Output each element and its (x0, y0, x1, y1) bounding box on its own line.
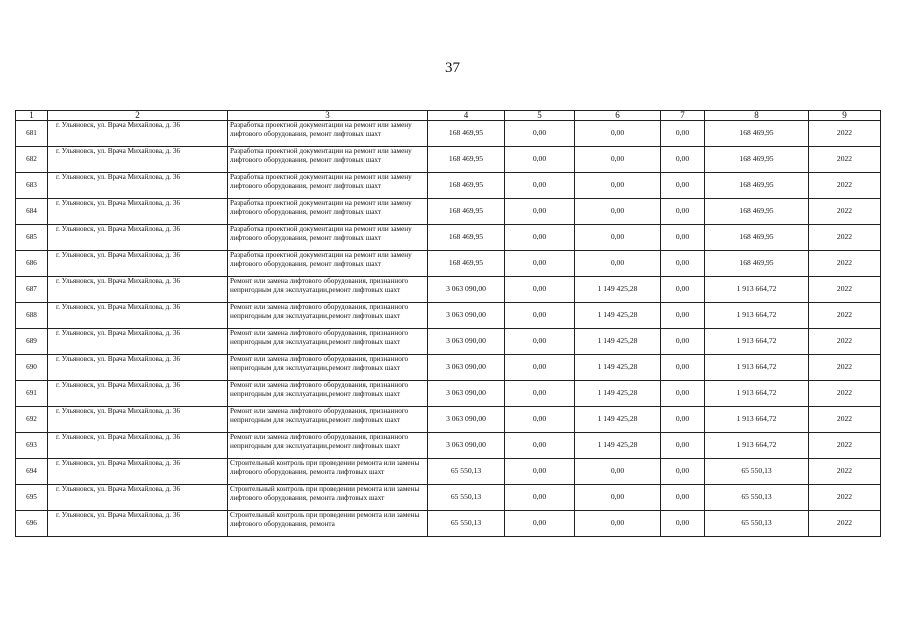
work-description-cell: Ремонт или замена лифтового оборудования, признанного непригодным для эксплуатации,ремонт лифтовых шахт (228, 407, 428, 433)
table-row (16, 251, 881, 277)
work-description-cell: Разработка проектной документации на ремонт или замену лифтового оборудования, ремонт лифтовых шахт (228, 251, 428, 277)
row-number-cell: 694 (16, 459, 48, 485)
column-5-cell: 0,00 (505, 147, 575, 173)
column-6-cell: 0,00 (575, 459, 661, 485)
table-row (16, 407, 881, 433)
table-row (16, 173, 881, 199)
column-7-cell: 0,00 (661, 225, 705, 251)
column-7-cell: 0,00 (661, 277, 705, 303)
column-7-cell: 0,00 (661, 251, 705, 277)
column-5-cell: 0,00 (505, 511, 575, 537)
row-number-cell: 687 (16, 277, 48, 303)
column-6-cell: 1 149 425,28 (575, 329, 661, 355)
table-row (16, 147, 881, 173)
column-5-cell: 0,00 (505, 303, 575, 329)
column-6-cell: 0,00 (575, 511, 661, 537)
row-number-cell: 696 (16, 511, 48, 537)
column-6-cell: 0,00 (575, 251, 661, 277)
table-row (16, 355, 881, 381)
address-cell: г. Ульяновск, ул. Врача Михайлова, д. 36 (48, 147, 228, 173)
column-5-cell: 0,00 (505, 485, 575, 511)
column-6-cell: 1 149 425,28 (575, 381, 661, 407)
work-description-cell: Разработка проектной документации на ремонт или замену лифтового оборудования, ремонт лифтовых шахт (228, 199, 428, 225)
year-cell: 2022 (809, 329, 881, 355)
row-number-cell: 692 (16, 407, 48, 433)
row-number-cell: 686 (16, 251, 48, 277)
column-5-cell: 0,00 (505, 277, 575, 303)
work-description-cell: Ремонт или замена лифтового оборудования, признанного непригодным для эксплуатации,ремонт лифтовых шахт (228, 329, 428, 355)
address-cell: г. Ульяновск, ул. Врача Михайлова, д. 36 (48, 251, 228, 277)
column-5-cell: 0,00 (505, 199, 575, 225)
column-8-cell: 168 469,95 (705, 147, 809, 173)
total-cost-cell: 3 063 090,00 (428, 407, 505, 433)
table-row (16, 459, 881, 485)
total-cost-cell: 168 469,95 (428, 225, 505, 251)
register-table (15, 110, 881, 537)
year-cell: 2022 (809, 511, 881, 537)
total-cost-cell: 3 063 090,00 (428, 355, 505, 381)
table-row (16, 303, 881, 329)
column-7-cell: 0,00 (661, 329, 705, 355)
work-description-cell: Разработка проектной документации на ремонт или замену лифтового оборудования, ремонт лифтовых шахт (228, 225, 428, 251)
column-7-cell: 0,00 (661, 303, 705, 329)
row-number-cell: 683 (16, 173, 48, 199)
row-number-cell: 685 (16, 225, 48, 251)
column-6-cell: 0,00 (575, 147, 661, 173)
work-description-cell: Разработка проектной документации на ремонт или замену лифтового оборудования, ремонт лифтовых шахт (228, 173, 428, 199)
work-description-cell: Строительный контроль при проведении ремонта или замены лифтового оборудования, ремонта лифтовых шахт (228, 459, 428, 485)
address-cell: г. Ульяновск, ул. Врача Михайлова, д. 36 (48, 225, 228, 251)
total-cost-cell: 3 063 090,00 (428, 381, 505, 407)
year-cell: 2022 (809, 173, 881, 199)
address-cell: г. Ульяновск, ул. Врача Михайлова, д. 36 (48, 407, 228, 433)
address-cell: г. Ульяновск, ул. Врача Михайлова, д. 36 (48, 511, 228, 537)
table-row (16, 121, 881, 147)
column-5-cell: 0,00 (505, 121, 575, 147)
column-5-cell: 0,00 (505, 407, 575, 433)
column-6-cell: 1 149 425,28 (575, 277, 661, 303)
column-5-cell: 0,00 (505, 173, 575, 199)
row-number-cell: 690 (16, 355, 48, 381)
column-8-cell: 168 469,95 (705, 121, 809, 147)
address-cell: г. Ульяновск, ул. Врача Михайлова, д. 36 (48, 459, 228, 485)
column-6-cell: 0,00 (575, 485, 661, 511)
column-header: 4 (428, 111, 505, 121)
table-header-row (16, 111, 881, 121)
year-cell: 2022 (809, 433, 881, 459)
total-cost-cell: 65 550,13 (428, 485, 505, 511)
row-number-cell: 682 (16, 147, 48, 173)
table-row (16, 329, 881, 355)
row-number-cell: 695 (16, 485, 48, 511)
column-7-cell: 0,00 (661, 355, 705, 381)
table-row (16, 433, 881, 459)
address-cell: г. Ульяновск, ул. Врача Михайлова, д. 36 (48, 355, 228, 381)
address-cell: г. Ульяновск, ул. Врача Михайлова, д. 36 (48, 199, 228, 225)
table-row (16, 511, 881, 537)
work-description-cell: Ремонт или замена лифтового оборудования, признанного непригодным для эксплуатации,ремонт лифтовых шахт (228, 381, 428, 407)
year-cell: 2022 (809, 355, 881, 381)
row-number-cell: 684 (16, 199, 48, 225)
column-5-cell: 0,00 (505, 225, 575, 251)
column-header: 1 (16, 111, 48, 121)
column-8-cell: 168 469,95 (705, 199, 809, 225)
total-cost-cell: 65 550,13 (428, 459, 505, 485)
column-header: 8 (705, 111, 809, 121)
address-cell: г. Ульяновск, ул. Врача Михайлова, д. 36 (48, 277, 228, 303)
column-8-cell: 1 913 664,72 (705, 381, 809, 407)
column-7-cell: 0,00 (661, 199, 705, 225)
column-header: 7 (661, 111, 705, 121)
column-7-cell: 0,00 (661, 381, 705, 407)
column-7-cell: 0,00 (661, 147, 705, 173)
year-cell: 2022 (809, 407, 881, 433)
year-cell: 2022 (809, 251, 881, 277)
year-cell: 2022 (809, 381, 881, 407)
column-7-cell: 0,00 (661, 511, 705, 537)
column-8-cell: 168 469,95 (705, 225, 809, 251)
column-8-cell: 1 913 664,72 (705, 303, 809, 329)
work-description-cell: Строительный контроль при проведении ремонта или замены лифтового оборудования, ремонта лифтовых шахт (228, 485, 428, 511)
work-description-cell: Ремонт или замена лифтового оборудования, признанного непригодным для эксплуатации,ремонт лифтовых шахт (228, 355, 428, 381)
total-cost-cell: 168 469,95 (428, 121, 505, 147)
work-description-cell: Ремонт или замена лифтового оборудования, признанного непригодным для эксплуатации,ремонт лифтовых шахт (228, 433, 428, 459)
column-8-cell: 1 913 664,72 (705, 277, 809, 303)
table-row (16, 381, 881, 407)
total-cost-cell: 168 469,95 (428, 199, 505, 225)
total-cost-cell: 3 063 090,00 (428, 277, 505, 303)
column-6-cell: 1 149 425,28 (575, 407, 661, 433)
column-8-cell: 1 913 664,72 (705, 355, 809, 381)
column-7-cell: 0,00 (661, 433, 705, 459)
row-number-cell: 693 (16, 433, 48, 459)
address-cell: г. Ульяновск, ул. Врача Михайлова, д. 36 (48, 121, 228, 147)
row-number-cell: 681 (16, 121, 48, 147)
column-8-cell: 1 913 664,72 (705, 433, 809, 459)
column-7-cell: 0,00 (661, 407, 705, 433)
year-cell: 2022 (809, 459, 881, 485)
column-6-cell: 1 149 425,28 (575, 355, 661, 381)
work-description-cell: Ремонт или замена лифтового оборудования, признанного непригодным для эксплуатации,ремонт лифтовых шахт (228, 277, 428, 303)
work-description-cell: Разработка проектной документации на ремонт или замену лифтового оборудования, ремонт лифтовых шахт (228, 121, 428, 147)
total-cost-cell: 65 550,13 (428, 511, 505, 537)
column-7-cell: 0,00 (661, 173, 705, 199)
address-cell: г. Ульяновск, ул. Врача Михайлова, д. 36 (48, 381, 228, 407)
column-8-cell: 168 469,95 (705, 173, 809, 199)
total-cost-cell: 168 469,95 (428, 173, 505, 199)
total-cost-cell: 168 469,95 (428, 147, 505, 173)
column-6-cell: 1 149 425,28 (575, 303, 661, 329)
address-cell: г. Ульяновск, ул. Врача Михайлова, д. 36 (48, 433, 228, 459)
column-5-cell: 0,00 (505, 433, 575, 459)
year-cell: 2022 (809, 303, 881, 329)
column-header: 2 (48, 111, 228, 121)
column-5-cell: 0,00 (505, 355, 575, 381)
column-header: 6 (575, 111, 661, 121)
year-cell: 2022 (809, 485, 881, 511)
column-7-cell: 0,00 (661, 485, 705, 511)
address-cell: г. Ульяновск, ул. Врача Михайлова, д. 36 (48, 173, 228, 199)
column-5-cell: 0,00 (505, 459, 575, 485)
row-number-cell: 688 (16, 303, 48, 329)
column-7-cell: 0,00 (661, 121, 705, 147)
total-cost-cell: 3 063 090,00 (428, 303, 505, 329)
total-cost-cell: 3 063 090,00 (428, 433, 505, 459)
column-5-cell: 0,00 (505, 329, 575, 355)
work-description-cell: Ремонт или замена лифтового оборудования, признанного непригодным для эксплуатации,ремонт лифтовых шахт (228, 303, 428, 329)
year-cell: 2022 (809, 121, 881, 147)
address-cell: г. Ульяновск, ул. Врача Михайлова, д. 36 (48, 303, 228, 329)
address-cell: г. Ульяновск, ул. Врача Михайлова, д. 36 (48, 329, 228, 355)
column-7-cell: 0,00 (661, 459, 705, 485)
table-row (16, 199, 881, 225)
column-6-cell: 0,00 (575, 225, 661, 251)
table-body (16, 111, 881, 537)
total-cost-cell: 3 063 090,00 (428, 329, 505, 355)
table-row (16, 485, 881, 511)
address-cell: г. Ульяновск, ул. Врача Михайлова, д. 36 (48, 485, 228, 511)
column-8-cell: 65 550,13 (705, 459, 809, 485)
column-6-cell: 0,00 (575, 121, 661, 147)
column-8-cell: 1 913 664,72 (705, 407, 809, 433)
year-cell: 2022 (809, 199, 881, 225)
total-cost-cell: 168 469,95 (428, 251, 505, 277)
column-header: 5 (505, 111, 575, 121)
column-5-cell: 0,00 (505, 251, 575, 277)
column-8-cell: 65 550,13 (705, 511, 809, 537)
column-8-cell: 168 469,95 (705, 251, 809, 277)
work-description-cell: Разработка проектной документации на ремонт или замену лифтового оборудования, ремонт лифтовых шахт (228, 147, 428, 173)
column-8-cell: 1 913 664,72 (705, 329, 809, 355)
column-6-cell: 0,00 (575, 173, 661, 199)
table-row (16, 277, 881, 303)
row-number-cell: 691 (16, 381, 48, 407)
column-header: 9 (809, 111, 881, 121)
work-description-cell: Строительный контроль при проведении ремонта или замены лифтового оборудования, ремонта (228, 511, 428, 537)
column-8-cell: 65 550,13 (705, 485, 809, 511)
row-number-cell: 689 (16, 329, 48, 355)
year-cell: 2022 (809, 225, 881, 251)
column-header: 3 (228, 111, 428, 121)
year-cell: 2022 (809, 147, 881, 173)
page-number: 37 (445, 60, 460, 76)
table-row (16, 225, 881, 251)
year-cell: 2022 (809, 277, 881, 303)
column-6-cell: 1 149 425,28 (575, 433, 661, 459)
column-5-cell: 0,00 (505, 381, 575, 407)
column-6-cell: 0,00 (575, 199, 661, 225)
